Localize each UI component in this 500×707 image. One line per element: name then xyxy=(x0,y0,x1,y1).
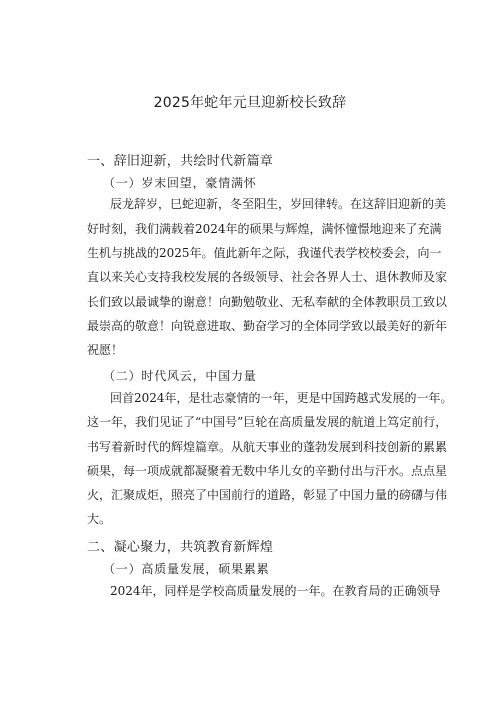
subsection-heading-2-1: （一）高质量发展，硕果累累 xyxy=(103,562,270,576)
paragraph-line: 书写着新时代的辉煌篇章。从航天事业的蓬勃发展到科技创新的累累 xyxy=(87,440,448,454)
paragraph-line: 这一年，我们见证了“中国号”巨轮在高质量发展的航道上笃定前行， xyxy=(87,415,448,429)
section-heading-1: 一、辞旧迎新，共绘时代新篇章 xyxy=(87,154,274,169)
paragraph-line: 2024年，同样是学校高质量发展的一年。在教育局的正确领导 xyxy=(110,584,441,598)
paragraph-line: 火，汇聚成炬，照亮了中国前行的道路，彰显了中国力量的磅礴与伟 xyxy=(87,488,448,502)
paragraph-line: 硕果，每一项成就都凝聚着无数中华儿女的辛勤付出与汗水。点点星 xyxy=(87,464,448,478)
paragraph-line: 大。 xyxy=(87,512,112,526)
paragraph-line: 辰龙辞岁，巳蛇迎新，冬至阳生，岁回律转。在这辞旧迎新的美 xyxy=(110,197,447,211)
document-title: 2025年蛇年元旦迎新校长致辞 xyxy=(153,95,347,111)
paragraph-line: 回首2024年，是壮志豪情的一年，更是中国跨越式发展的一年。 xyxy=(110,391,453,405)
paragraph-line: 最崇高的敬意！向锐意进取、勤奋学习的全体同学致以最美好的新年 xyxy=(87,319,448,333)
subsection-heading-1-1: （一）岁末回望，豪情满怀 xyxy=(103,176,257,190)
section-heading-2: 二、凝心聚力，共筑教育新辉煌 xyxy=(87,540,274,555)
paragraph-line: 长们致以最诚挚的谢意！向勤勉敬业、无私奉献的全体教职员工致以 xyxy=(87,295,448,309)
paragraph-line: 好时刻，我们满载着2024年的硕果与辉煌，满怀憧憬地迎来了充满 xyxy=(87,222,442,236)
paragraph-line: 直以来关心支持我校发展的各级领导、社会各界人士、退休教师及家 xyxy=(87,270,448,284)
paragraph-line: 祝愿！ xyxy=(87,343,124,357)
subsection-heading-1-2: （二）时代风云，中国力量 xyxy=(103,369,257,383)
paragraph-line: 生机与挑战的2025年。值此新年之际，我谨代表学校校委会，向一 xyxy=(87,246,442,260)
